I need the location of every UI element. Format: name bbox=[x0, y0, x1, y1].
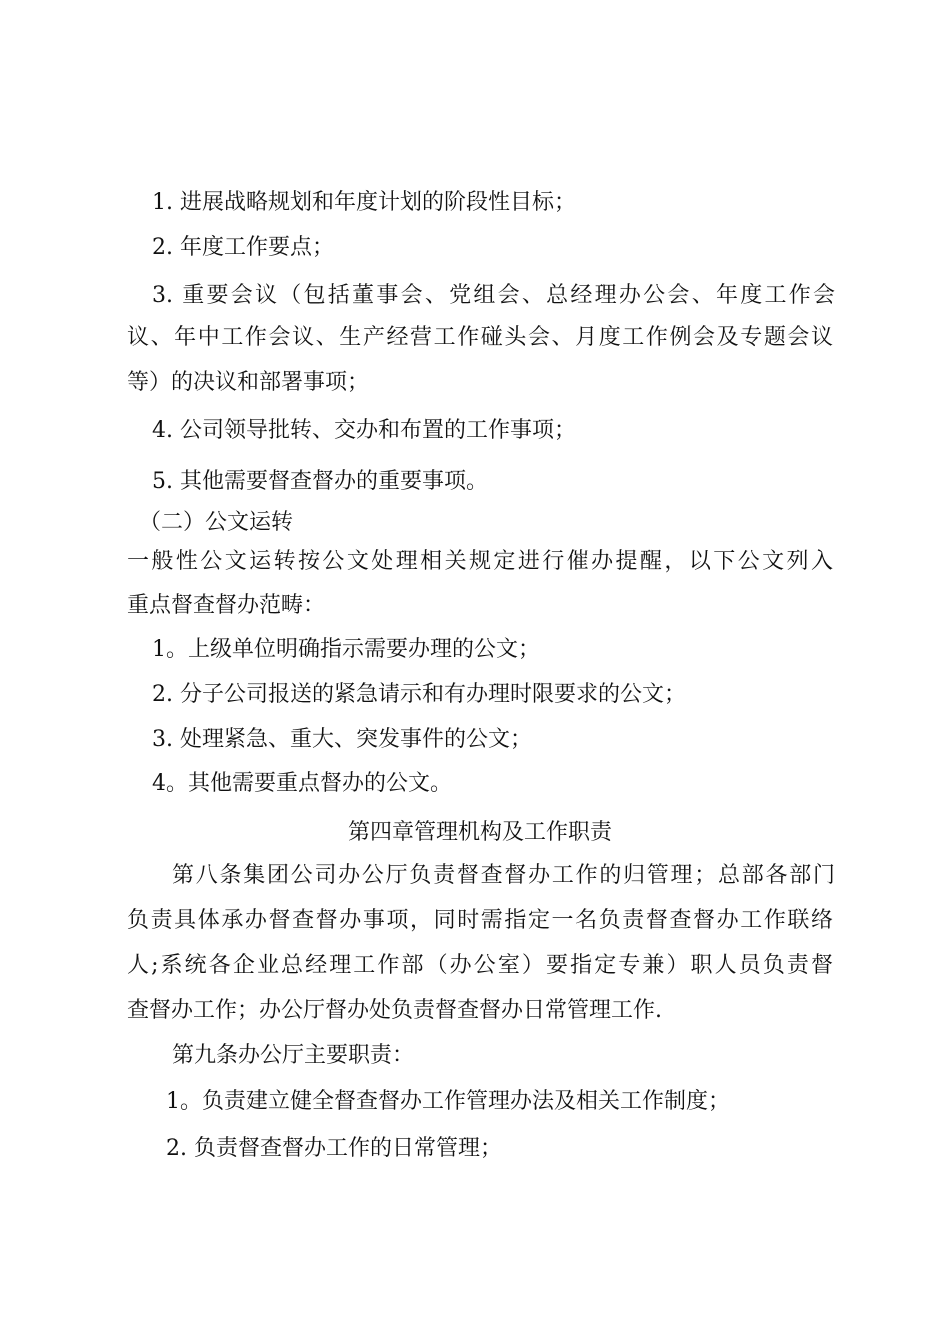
list-item: 4. 公司领导批转、交办和布置的工作事项； bbox=[152, 418, 576, 443]
paragraph-line: 议、年中工作会议、生产经营工作碰头会、月度工作例会及专题会议 bbox=[127, 325, 833, 350]
paragraph-line: 负责具体承办督查督办事项，同时需指定一名负责督查督办工作联络 bbox=[127, 908, 833, 933]
list-item: 3. 处理紧急、重大、突发事件的公文； bbox=[152, 727, 532, 752]
list-item: 5. 其他需要督查督办的重要事项。 bbox=[152, 469, 488, 494]
chapter-title: 第四章管理机构及工作职责 bbox=[347, 820, 612, 845]
list-item: 3. 重要会议（包括董事会、党组会、总经理办公会、年度工作会 bbox=[152, 283, 835, 308]
paragraph-line: 人;系统各企业总经理工作部（办公室）要指定专兼）职人员负责督 bbox=[127, 953, 833, 978]
list-item: 2. 负责督查督办工作的日常管理； bbox=[166, 1136, 502, 1161]
paragraph-line: 第八条集团公司办公厅负责督查督办工作的归管理；总部各部门 bbox=[172, 863, 835, 888]
paragraph-line: 第九条办公厅主要职责： bbox=[172, 1043, 415, 1068]
list-item: 1。上级单位明确指示需要办理的公文； bbox=[152, 637, 540, 662]
paragraph-line: 一般性公文运转按公文处理相关规定进行催办提醒，以下公文列入 bbox=[127, 549, 833, 574]
paragraph-line: 查督办工作；办公厅督办处负责督查督办日常管理工作. bbox=[127, 998, 662, 1023]
list-item: 2. 分子公司报送的紧急请示和有办理时限要求的公文； bbox=[152, 682, 686, 707]
list-item: 1。负责建立健全督查督办工作管理办法及相关工作制度； bbox=[166, 1089, 730, 1114]
section-heading: （二）公文运转 bbox=[139, 510, 294, 535]
list-item: 4。其他需要重点督办的公文。 bbox=[152, 771, 452, 796]
paragraph-line: 等）的决议和部署事项； bbox=[127, 370, 370, 395]
paragraph-line: 重点督查督办范畴： bbox=[127, 593, 326, 618]
list-item: 2. 年度工作要点； bbox=[152, 235, 334, 260]
list-item: 1. 进展战略规划和年度计划的阶段性目标； bbox=[152, 190, 576, 215]
